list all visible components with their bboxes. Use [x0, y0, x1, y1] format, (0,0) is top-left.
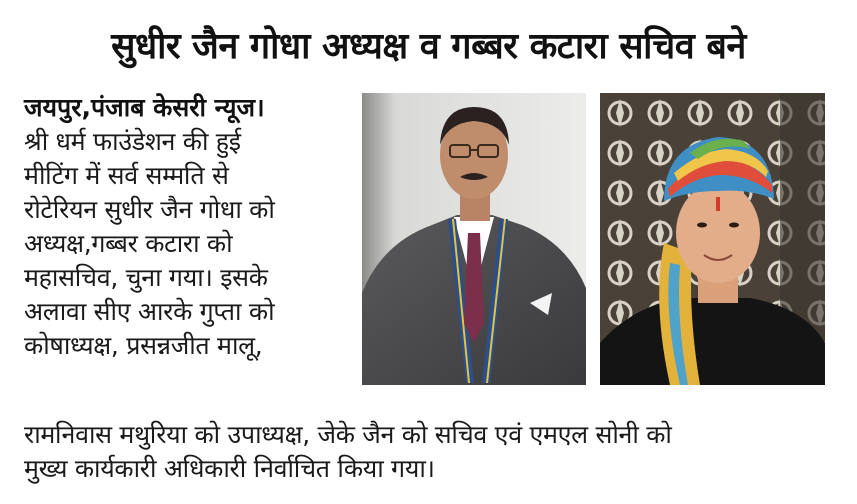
body-line: मुख्य कार्यकारी अधिकारी निर्वाचित किया गया।	[24, 454, 435, 483]
photo-man-in-turban	[600, 93, 825, 385]
dateline: जयपुर,पंजाब केसरी न्यूज।	[24, 93, 265, 122]
body-line: रोटेरियन सुधीर जैन गोधा को	[24, 195, 275, 224]
body-line: कोषाध्यक्ष, प्रसन्नजीत मालू,	[24, 331, 263, 360]
body-line: महासचिव, चुना गया। इसके	[24, 263, 268, 292]
headline: सुधीर जैन गोधा अध्यक्ष व गब्बर कटारा सचिव बने	[111, 26, 746, 67]
body-line: अध्यक्ष,गब्बर कटारा को	[24, 229, 233, 258]
body-line: मीटिंग में सर्व सम्मति से	[24, 161, 229, 190]
body-line: अलावा सीए आरके गुप्ता को	[24, 297, 275, 326]
body-line: रामनिवास मथुरिया को उपाध्यक्ष, जेके जैन को सचिव एवं एमएल सोनी को	[24, 420, 672, 449]
photo-man-in-suit	[362, 93, 586, 385]
body-line: श्री धर्म फाउंडेशन की हुई	[24, 127, 241, 156]
